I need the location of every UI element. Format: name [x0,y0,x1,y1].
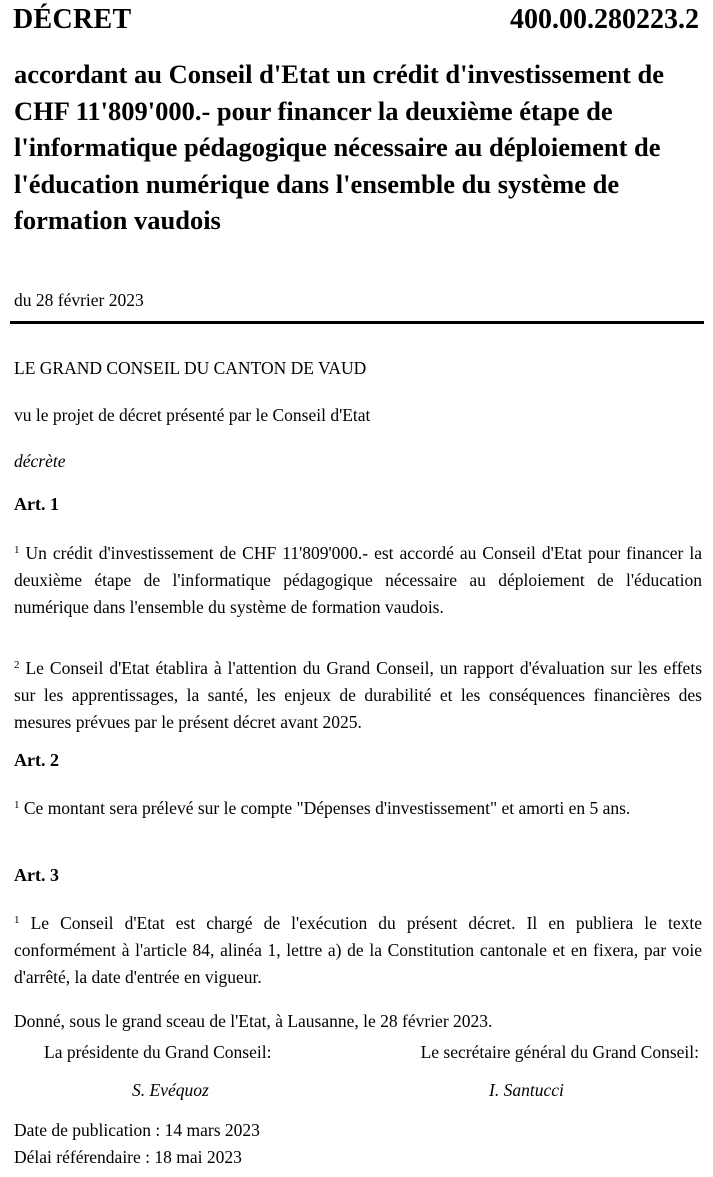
publication-date: Date de publication : 14 mars 2023 [14,1120,260,1140]
article-paragraph [14,537,702,621]
paragraph-text: Ce montant sera prélevé sur le compte "Dépenses d'investissement" et amorti en 5 ans. [23,798,631,818]
signature-right-name: I. Santucci [489,1080,564,1100]
decree-number: 400.00.280223.2 [510,4,699,35]
decree-title: accordant au Conseil d'Etat un crédit d'investissement de CHF 11'809'000.- pour financer la deuxième étape de l'informatique pédagogique nécessaire au déploiement de l'éducation numérique dans l'ensemble du système de formation vaudois [14,59,664,235]
closing-formula: Donné, sous le grand sceau de l'Etat, à Lausanne, le 28 février 2023. [14,1011,493,1031]
article-heading: Art. 2 [14,750,59,770]
paragraph-text: Le Conseil d'Etat est chargé de l'exécution du présent décret. Il en publiera le texte conformément à l'article 84, alinéa 1, lettre a) de la Constitution cantonale et en fixera, par voie d'arrêté, la date d'entrée en vigueur. [14,913,702,987]
signature-left-title: La présidente du Grand Conseil: [44,1042,272,1062]
article-heading: Art. 1 [14,494,59,514]
article-paragraph [14,907,702,991]
article-heading: Art. 3 [14,865,59,885]
paragraph-number: 1 [14,799,20,811]
paragraph-text: Le Conseil d'Etat établira à l'attention du Grand Conseil, un rapport d'évaluation sur les effets sur les apprentissages, la santé, les enjeux de durabilité et les conséquences financières des mesures prévues par le présent décret avant 2025. [14,658,703,732]
referendum-deadline: Délai référendaire : 18 mai 2023 [14,1147,242,1167]
article-paragraph [14,792,702,822]
paragraph-number: 1 [14,544,20,556]
decrees-line: décrète [14,451,66,471]
decree-date: du 28 février 2023 [14,290,144,310]
authority-line: LE GRAND CONSEIL DU CANTON DE VAUD [14,358,367,378]
signature-left-name: S. Evéquoz [132,1080,209,1100]
decree-type-label: DÉCRET [13,4,132,35]
header-divider [10,321,704,324]
paragraph-number: 1 [14,914,20,926]
paragraph-text: Un crédit d'investissement de CHF 11'809'000.- est accordé au Conseil d'Etat pour financer la deuxième étape de l'informatique pédagogique nécessaire au déploiement de l'éducation numérique dans l'ensemble du système de formation vaudois. [14,543,703,617]
signature-right-title: Le secrétaire général du Grand Conseil: [420,1042,699,1062]
considering-line: vu le projet de décret présenté par le Conseil d'Etat [14,405,371,425]
paragraph-number: 2 [14,659,20,671]
article-paragraph [14,652,702,736]
